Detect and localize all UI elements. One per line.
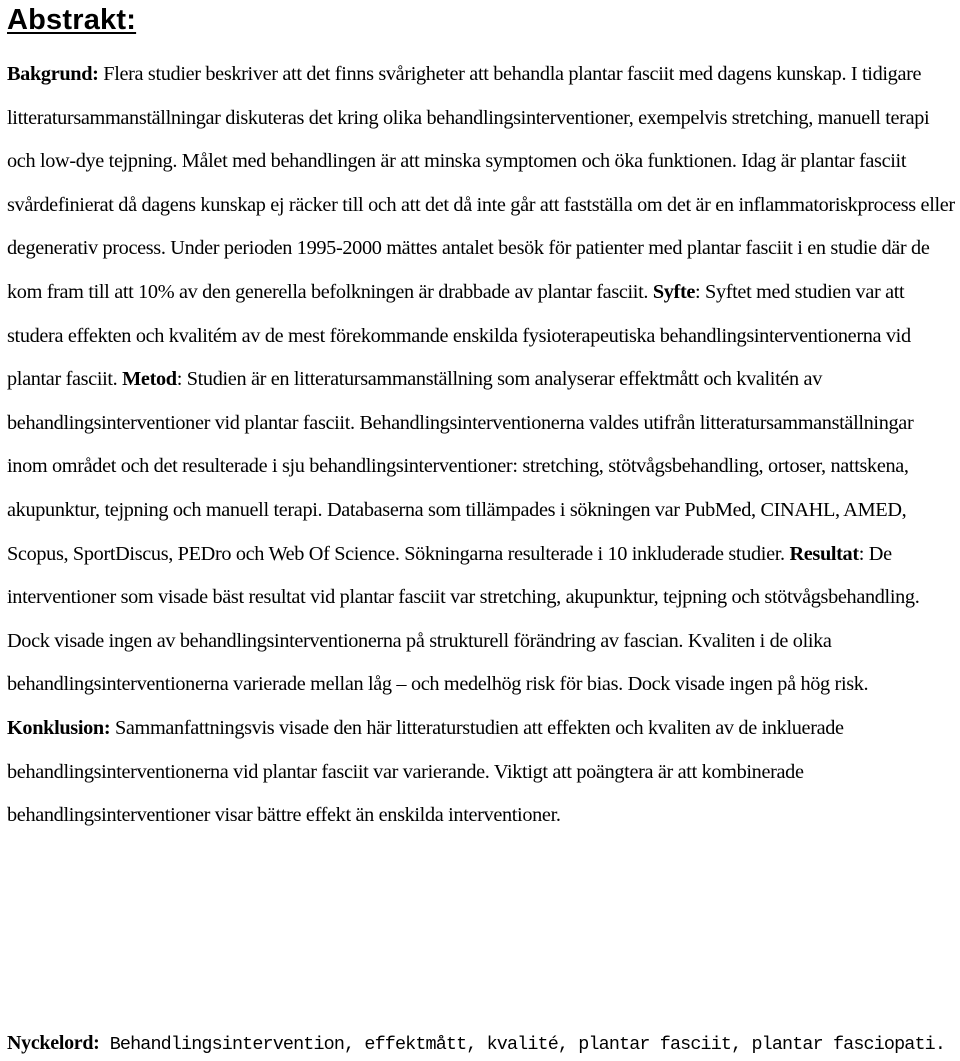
abstract-body (7, 38, 957, 838)
abstract-heading: Abstrakt: (7, 4, 137, 36)
keywords-text: Behandlingsintervention, effektmått, kvalité, plantar fasciit, plantar fasciopati. (99, 1034, 946, 1055)
section-label-bakgrund: Bakgrund: (7, 63, 99, 85)
keywords-label: Nyckelord: (7, 1032, 100, 1054)
section-label-metod: Metod (122, 368, 177, 391)
section-text-konklusion: Sammanfattningsvis visade den här litteraturstudien att effekten och kvaliten av de inkluerade behandlingsinterventionerna vid plantar fasciit var varierande. Viktigt att poängtera är att kombinerade behandlingsinterventioner visar bättre effekt än enskilda interventioner. (7, 716, 844, 827)
section-text-syfte: : Syftet med studien var att studera effekten och kvalitém av de mest förekommande enskilda fysioterapeutiska behandlingsinterventionerna vid plantar fasciit. (7, 280, 911, 391)
section-text-bakgrund: Flera studier beskriver att det finns svårigheter att behandla plantar fasciit med dagens kunskap. I tidigare litteratursammanställningar diskuteras det kring olika behandlingsinterventioner, exempelvis stretching, manuell terapi och low-dye tejpning. Målet med behandlingen är att minska symptomen och öka funktionen. Idag är plantar fasciit svårdefinierat då dagens kunskap ej räcker till och att det då inte går att fastställa om det är en inflammatoriskprocess eller degenerativ process. Under perioden 1995-2000 mättes antalet besök för patienter med plantar fasciit i en studie där de kom fram till att 10% av den generella befolkningen är drabbade av plantar fasciit. (7, 63, 955, 303)
section-label-resultat: Resultat (789, 542, 859, 565)
section-text-metod: : Studien är en litteratursammanställning som analyserar effektmått och kvalitén av behandlingsinterventioner vid plantar fasciit. Behandlingsinterventionerna valdes utifrån litteratursammanställningar inom området och det resulterade i sju behandlingsinterventioner: stretching, stötvågsbehandling, ortoser, nattskena, akupunktur, tejpning och manuell terapi. Databaserna som tillämpades i sökningen var PubMed, CINAHL, AMED, Scopus, SportDiscus, PEDro och Web Of Science. Sökningarna resulterade i 10 inkluderade studier. (7, 368, 914, 565)
section-label-syfte: Syfte (652, 280, 696, 303)
section-label-konklusion: Konklusion: (7, 716, 111, 739)
section-text-resultat: : De interventioner som visade bäst resultat vid plantar fasciit var stretching, akupunktur, tejpning och stötvågsbehandling. Dock visade ingen av behandlingsinterventionerna på strukturell förändring av fascian. Kvaliten i de olika behandlingsinterventionerna varierade mellan låg – och medelhög risk för bias. Dock visade ingen på hög risk. (7, 542, 920, 696)
keywords-line (7, 1031, 945, 1057)
document-page (7, 0, 957, 1055)
